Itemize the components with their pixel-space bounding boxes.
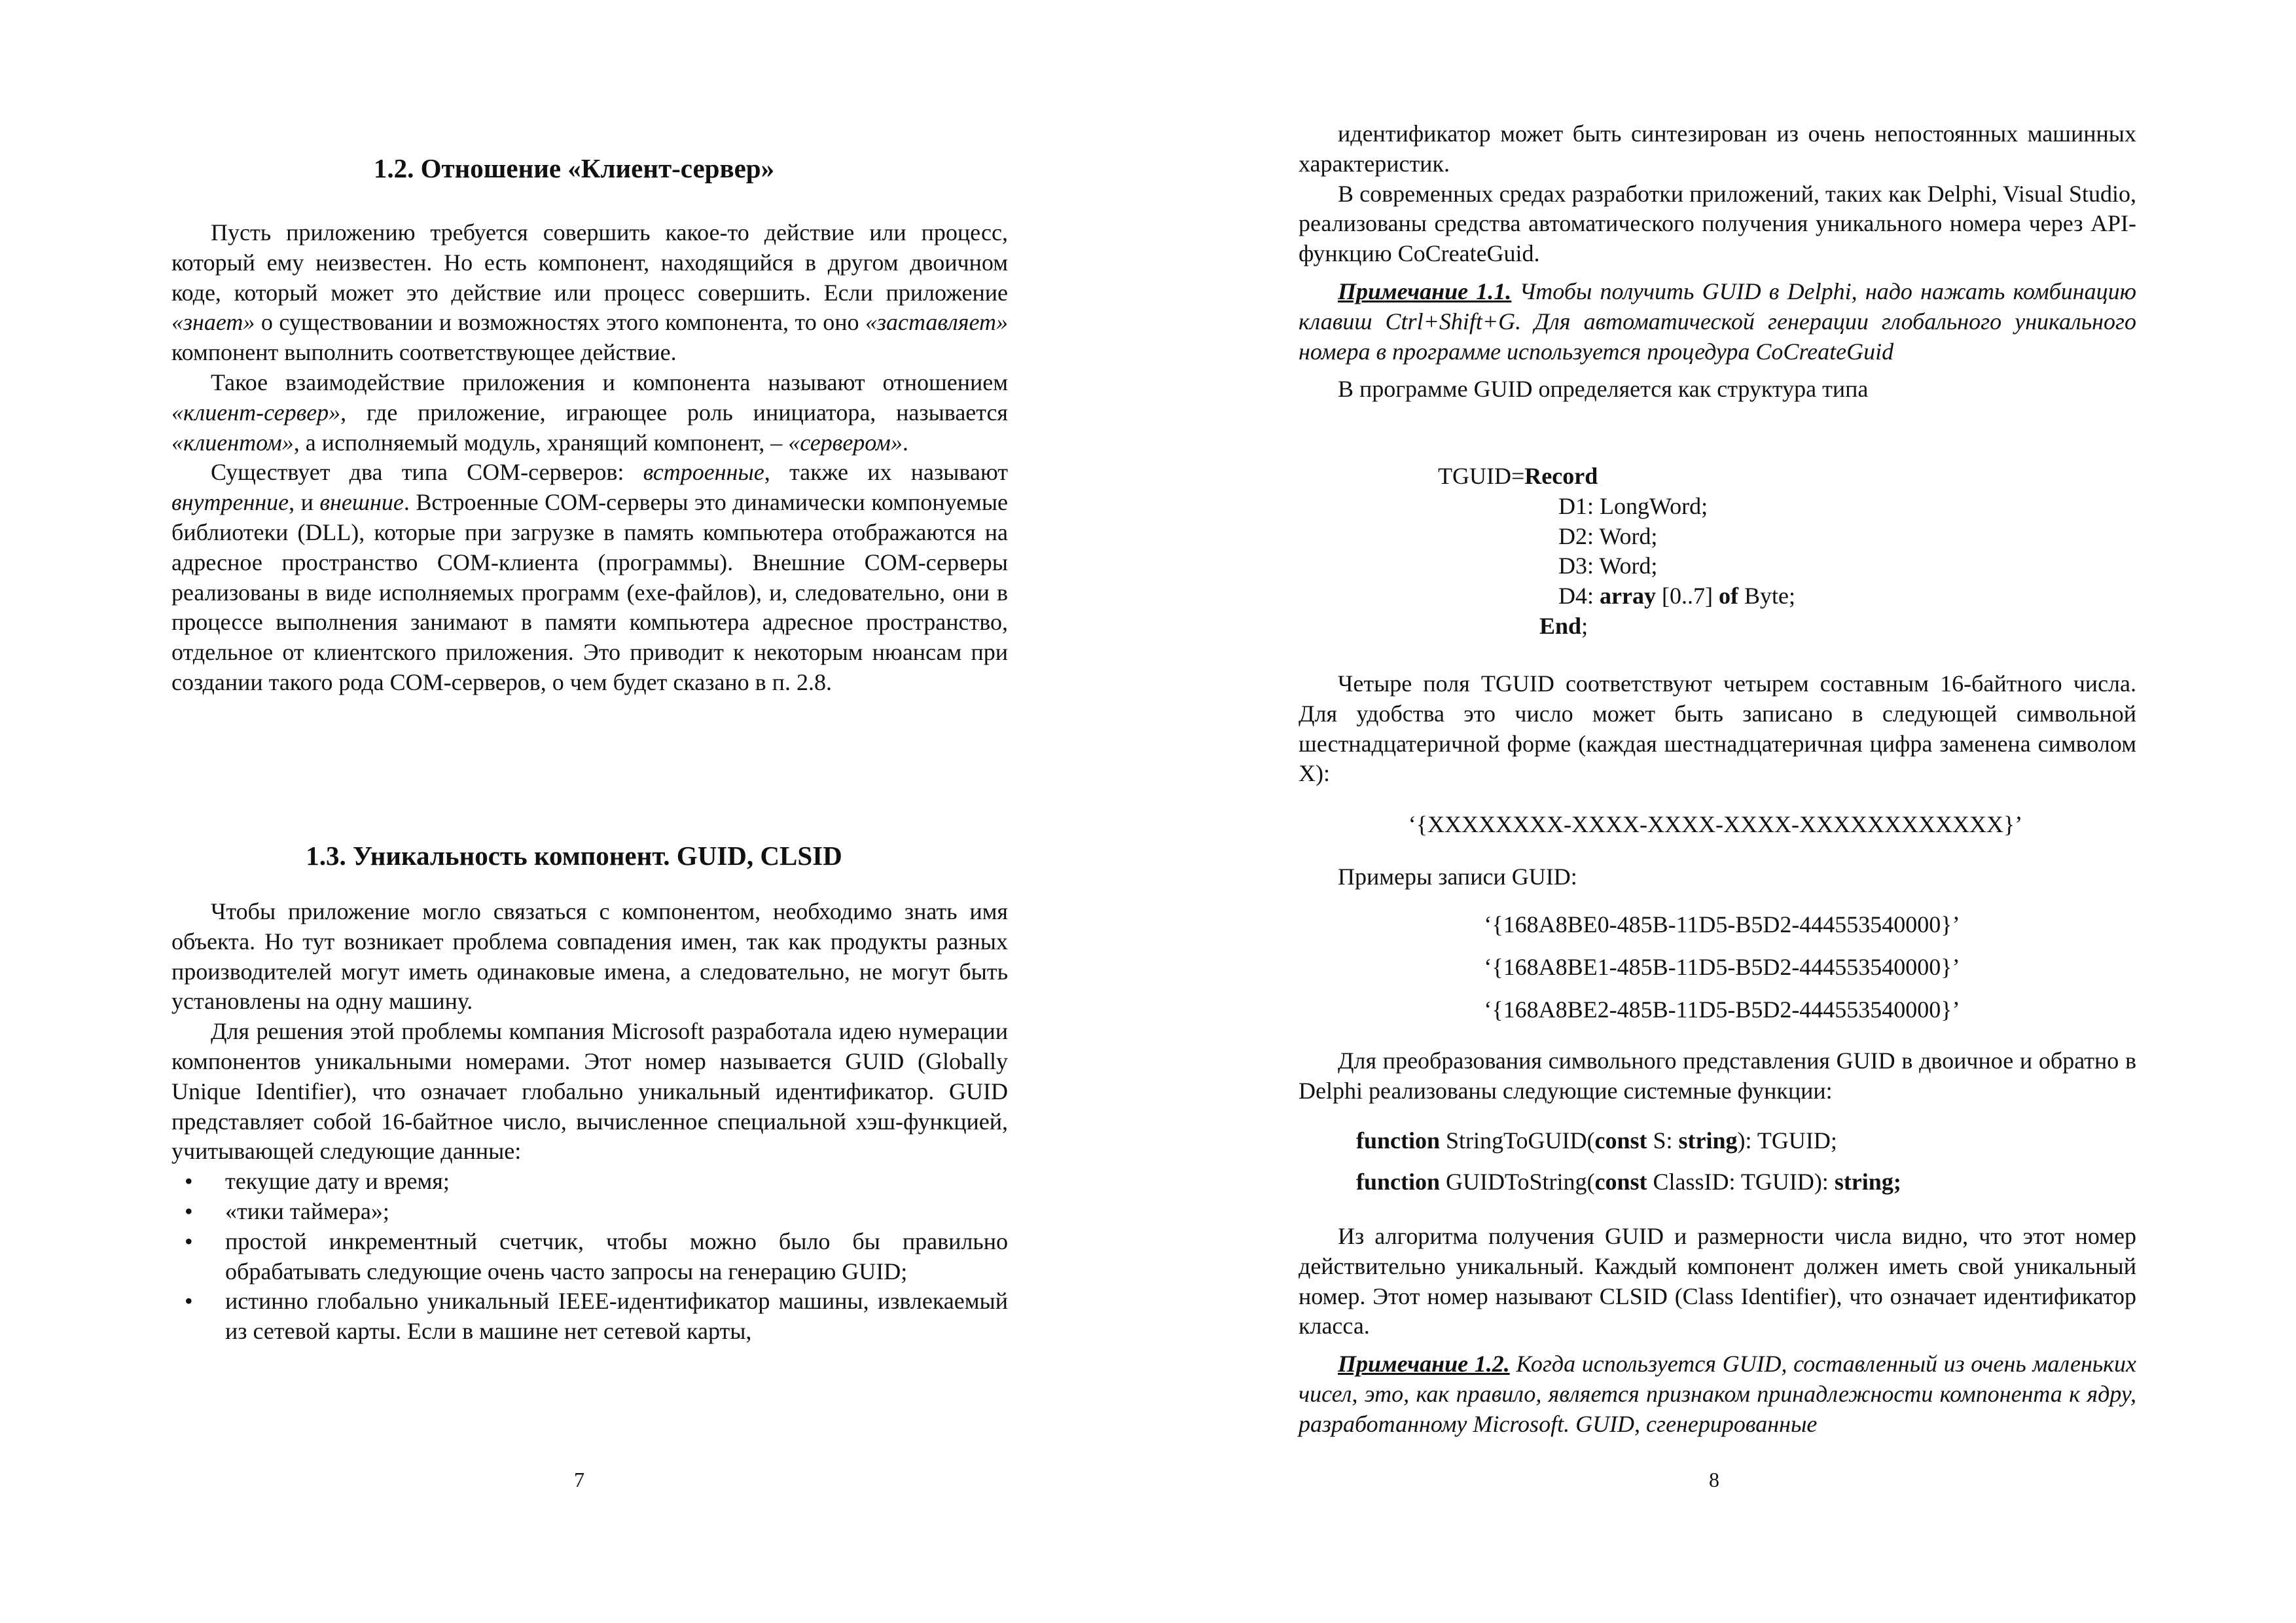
paragraph: идентификатор может быть синтезирован из очень непостоянных машинных характеристик. xyxy=(1299,120,2136,177)
paragraph: Для решения этой проблемы компания Microsoft разработала идею нумерации компонентов уникальными номерами. Этот номер называется GUID (Globally Unique Identifier), что означает глобально уникальный идентификатор. GUID представляет собой 16-байтное число, вычисленное специальной хэш-функцией, учитывающей следующие данные: xyxy=(171,1018,1008,1165)
note-2: Примечание 1.2. Когда используется GUID, составленный из очень маленьких чисел, это, как правило, является признаком принадлежности компонента к ядру, разработанному Microsoft. GUID, сгенерированные xyxy=(1299,1351,2137,1437)
paragraph: Четыре поля TGUID соответствуют четырем составным 16-байтного числа. Для удобства это число может быть записано в следующей символьной шестнадцатеричной форме (каждая шестнадцатеричная цифра заменена символом X): xyxy=(1299,670,2136,787)
list-item: • текущие дату и время; xyxy=(171,1167,1008,1197)
guid-example: ‘{168A8BE1-485B-11D5-B5D2-444553540000}’ xyxy=(1484,954,1960,980)
section-heading-1-2: 1.2. Отношение «Клиент-сервер» xyxy=(373,153,775,183)
guid-example: ‘{168A8BE0-485B-11D5-B5D2-444553540000}’ xyxy=(1484,911,1960,938)
paragraph: Пусть приложению требуется совершить какое-то действие или процесс, который ему неизвестен. Но есть компонент, находящийся в другом двоичном коде, который может это действие или процесс совершить. Если приложение «знает» о существовании и возможностях этого компонента, то оно «заставляет» компонент выполнить соответствующее действие. xyxy=(171,219,1008,366)
paragraph: Примеры записи GUID: xyxy=(1338,864,1577,890)
paragraph: Такое взаимодействие приложения и компонента называют отношением «клиент-сервер», где приложение, играющее роль инициатора, называется «клиентом», а исполняемый модуль, хранящий компонент, – «сервером». xyxy=(171,369,1008,456)
left-body-1 xyxy=(171,218,1008,698)
list-item: • истинно глобально уникальный IEEE-идентификатор машины, извлекаемый из сетевой карты. Если в машине нет сетевой карты, xyxy=(171,1286,1008,1347)
paragraph: В современных средах разработки приложений, таких как Delphi, Visual Studio, реализованы средства автоматического получения уникального номера через API-функцию CoCreateGuid. xyxy=(1299,180,2136,267)
code-line: D1: LongWord; xyxy=(1558,492,1708,519)
tguid-record-code xyxy=(1438,462,1795,642)
page-number: 7 xyxy=(574,1468,584,1491)
paragraph: Чтобы приложение могло связаться с компонентом, необходимо знать имя объекта. Но тут возникает проблема совпадения имен, так как продукты разных производителей могут иметь одинаковые имена, а следовательно, не могут быть установлены на одну машину. xyxy=(171,898,1008,1015)
code-line: End; xyxy=(1539,612,1588,639)
list-item: • «тики таймера»; xyxy=(171,1197,1008,1227)
paragraph: Из алгоритма получения GUID и размерности числа видно, что этот номер действительно уникальный. Каждый компонент должен иметь свой уникальный номер. Этот номер называют CLSID (Class Identifier), что означает идентификатор класса. xyxy=(1299,1223,2136,1340)
function-decl-2: function GUIDToString(const ClassID: TGUID): string; xyxy=(1356,1169,1901,1195)
code-line: D3: Word; xyxy=(1558,553,1658,579)
right-body-1 xyxy=(1299,119,2136,405)
right-body-2 xyxy=(1299,669,2136,789)
note-1: Примечание 1.1. Чтобы получить GUID в Delphi, надо нажать комбинацию клавиш Ctrl+Shift+G. Для автоматической генерации глобального уникального номера в программе используется процедура CoCreateGuid xyxy=(1299,278,2136,365)
code-line: TGUID=Record xyxy=(1438,463,1598,489)
note-label: Примечание 1.2. xyxy=(1338,1351,1510,1377)
guid-mask: ‘{XXXXXXXX-XXXX-XXXX-XXXX-XXXXXXXXXXXX}’ xyxy=(1408,811,2023,837)
list-item: • простой инкрементный счетчик, чтобы можно было бы правильно обрабатывать следующие очень часто запросы на генерацию GUID; xyxy=(171,1227,1008,1287)
left-body-2 xyxy=(171,897,1008,1347)
section-heading-1-3: 1.3. Уникальность компонент. GUID, CLSID xyxy=(306,841,842,871)
note-label: Примечание 1.1. xyxy=(1338,278,1512,304)
guid-example: ‘{168A8BE2-485B-11D5-B5D2-444553540000}’ xyxy=(1484,996,1960,1023)
paragraph: В программе GUID определяется как структура типа xyxy=(1338,376,1869,403)
code-line: D2: Word; xyxy=(1558,522,1658,549)
page-number: 8 xyxy=(1709,1468,1719,1491)
examples-label xyxy=(1299,862,2136,892)
paragraph: Существует два типа COM-серверов: встроенные, также их называют внутренние, и внешние. Встроенные COM-серверы это динамически компонуемые библиотеки (DLL), которые при загрузке в память компьютера отображаются на адресное пространство COM-клиента (программы). Внешние COM-серверы реализованы в виде исполняемых программ (exe-файлов), и, следовательно, они в процессе выполнения занимают в памяти компьютера адресное пространство, отдельное от клиентского приложения. Это приводит к некоторым нюансам при создании такого рода COM-серверов, о чем будет сказано в п. 2.8. xyxy=(171,459,1009,695)
right-body-3 xyxy=(1299,1046,2136,1106)
paragraph: Для преобразования символьного представления GUID в двоичное и обратно в Delphi реализованы следующие системные функции: xyxy=(1299,1048,2136,1104)
function-decl-1: function StringToGUID(const S: string): TGUID; xyxy=(1356,1127,1837,1154)
bullet-list xyxy=(171,1167,1008,1347)
code-line: D4: array [0..7] of Byte; xyxy=(1558,583,1795,610)
right-page xyxy=(1148,0,2296,1623)
right-body-4 xyxy=(1299,1222,2136,1440)
